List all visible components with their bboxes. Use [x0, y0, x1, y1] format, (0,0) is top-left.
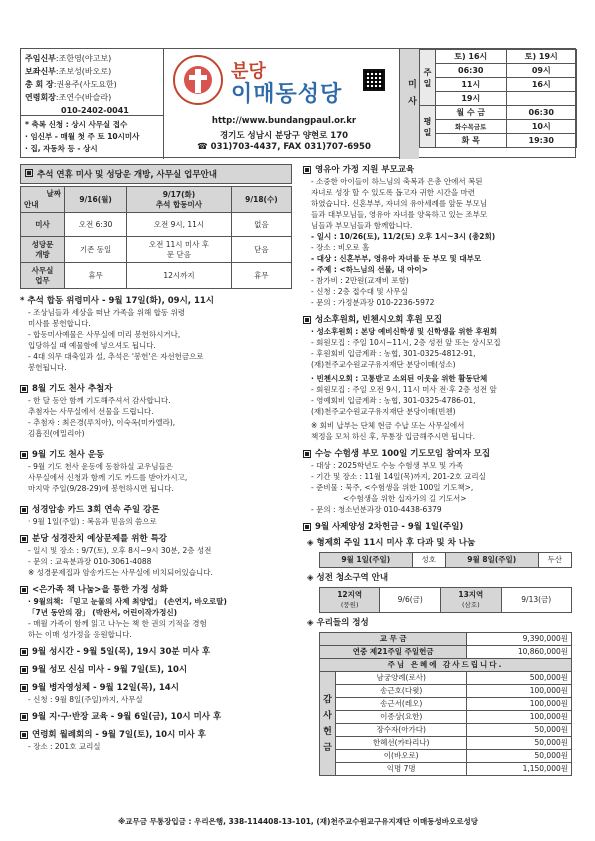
section-bullet-icon	[20, 666, 28, 674]
fellowship-heading: ◈ 형제회 주일 11시 미사 후 다과 및 차 나눔	[307, 538, 476, 548]
section-heading: <은가족 책 나눔>을 통한 가정 성화	[20, 584, 292, 596]
section-heading: 9월 성시간 - 9월 5일(목), 19시 30분 미사 후	[20, 646, 292, 658]
address: 경기도 성남시 분당구 양현로 170	[219, 131, 349, 141]
section-bullet-icon	[20, 731, 28, 739]
staff-list	[25, 52, 161, 117]
donation-table: 교 무 금 9,390,000원 연중 제21주일 주일헌금 10,860,000원 주님 은혜에 감사드립니다. 감 사 헌 금 남궁양례(로사) 500,000원 송근호(다윗) 100,000원 송근서(레오) 100,000원 이종상(요한) 100,000원 장수자(아가다) 50,000원 한혜선(카타리나) 50,000원 이(바오로) 50,000원 익명 7명 1,150,000원	[319, 632, 572, 776]
section-bullet-icon	[303, 316, 311, 324]
section-bullet-icon	[20, 451, 28, 459]
brand-top: 분당	[231, 61, 266, 82]
section-heading: * 추석 합동 위령미사 - 9월 17일(화), 09시, 11시	[20, 296, 215, 306]
section-heading: 9월 지·구·반장 교육 - 9월 6일(금), 10시 미사 후	[20, 711, 292, 723]
bulletin-header	[20, 48, 576, 158]
section-heading: 8월 기도 천사 추첨자	[20, 383, 292, 395]
right-column: 영유아 가정 지원 부모교육 - 소중한 아이들이 하느님의 축복과 은총 안에서 복된 자녀로 성장 할 수 있도록 돕고자 귀한 시간을 마련 하였습니다. 신혼부부, 자녀의 유아세례를 앞둔 부모님 들과 대부모님들, 영유아 자녀를 양육하고 있는 조부모 님들과 부모님들과 함께합니다. - 일시 : 10/26(토), 11/2(토) 오후 1시~3시 (총2회) - 장소 : 비오로 홀 - 대상 : 신혼부부, 영유아 자녀를 둔 부모 및 대부모 - 주제 : <하느님의 선물, 내 아이> - 참가비 : 2만원(교재비 포함) - 신청 : 2층 접수대 및 사무실 - 문의 : 가정분과장 010-2236-5972 성소후원회, 빈첸시오회 후원 모집 · 성소후원회 : 본당 예비신학생 및 신학생을 위한 후원회 - 회원모집 : 주일 10시~11시, 2층 성전 앞 또는 상시모집 - 후원회비 입금계좌 : 농협, 301-0325-4812-91, (재)천주교수원교구유지재단 분당이매(성소) · 빈첸시오회 : 고통받고 소외된 이웃을 위한 활동단체 - 회원모집 : 주일 오전 9시, 11시 미사 전·후 2층 성전 앞 - 영예회비 입금계좌 : 농협, 301-0325-4786-01, (재)천주교수원교구유지재단 분당이매(빈첸) ※ 회비 납부는 단체 현금 수납 또는 사무실에서 책정을 모처 하신 후, 무통장 입금해주시면 됩니다. 수능 수험생 부모 100일 기도모임 참여자 모집 - 대상 : 2025학년도 수능 수험생 부모 및 가족 - 기간 및 장소 : 11월 14일(목)까지, 201-2호 교리실 - 준비물 : 묵주, <수험생을 위한 100일 기도책>, <수험생을 위한 십자가의 길 기도서> - 문의 : 청소년분과장 010-4438-6379 9월 사제양성 2차헌금 - 9월 1일(주일) ◈ 형제회 주일 11시 미사 후 다과 및 차 나눔 9월 1일(주일) 성호 9월 8일(주일) 두산 ◈ 성전 청소구역 안내 12지역 (풍원) 9/6(금) 13지역 (삼호) 9/13(금) ◈ 우리들의 정성 교 무 금 9,390,000원 연중 제21주일 주일헌금 10,860,000원 주님 은혜에 감사드립니다. 감 사 헌 금 남궁양례(로사) 500,000원 송근호(다윗) 100,000원 송근서(레오) 100,000원 이종상(요한) 100,000원 장수자(아가다) 50,000원 한혜선(카타리나) 50,000원 이(바오로) 50,000원 익명 7명 1,150,000원	[303, 164, 576, 776]
mass-schedule	[399, 49, 577, 159]
chuseok-title: 추석 연휴 미사 및 성당운 개방, 사무실 업무안내	[20, 164, 292, 184]
gratitude-label: 감 사 헌 금	[320, 672, 336, 776]
section-bullet-icon	[20, 648, 28, 656]
section-heading: 연령회 월례회의 - 9월 7일(토), 10시 미사 후	[20, 729, 292, 741]
staff-row: 총 회 장 : 권용주(사도요한)	[25, 80, 117, 89]
phone-number: 010-2402-0041	[61, 106, 129, 115]
qr-code-icon[interactable]	[363, 69, 385, 91]
website-link[interactable]: http://www.bundangpaul.or.kr	[211, 116, 357, 126]
section-heading: 9월 기도 천사 운동	[20, 449, 292, 461]
footer-account: ※교무금 무통장입금 : 우리은행, 338-114408-13-101, (재)천주교수원교구유지재단 이매동성바오로성당	[118, 817, 478, 826]
section-bullet-icon	[20, 586, 28, 594]
section-heading: 분당 성경잔치 예상문제를 위한 특강	[20, 533, 292, 545]
section-heading: 성경암송 카드 3회 연속 주일 강론	[20, 504, 292, 516]
bulletin-page	[20, 48, 576, 828]
cleaning-heading: ◈ 성전 청소구역 안내	[307, 573, 389, 583]
mass-table: 주 일 토) 16시 토) 19시 06:30 09시 11시 16시 19시 평 일 월 수 금 06:30 화수목금토 10시 화 목 19:30	[419, 49, 577, 148]
hapdong-text: - 조상님들과 세상을 떠난 가족을 위해 합동 위령 미사를 봉헌합니다. - 합동미사예물은 사무실에 미리 봉헌하시거나, 입당하실 때 예물함에 넣으셔도 됩니다. - 4대 의무 대축일과 설, 추석은 '봉헌'은 자선헌금으로 봉헌됩니다.	[28, 308, 204, 372]
left-column: 추석 연휴 미사 및 성당운 개방, 사무실 업무안내 날짜 안내 9/16(월) 9/17(화) 추석 합동미사 9/18(수) 미사 오전 6:30 오전 9시, 11시 없음 성당문 개방 기존 동일 오전 11시 미사 후 문 닫음 닫음 사무실 업무 휴무 12시까지 휴무 * 추석 합동 위령미사 - 9월 17일(화), 09시, 11시 - 조상님들과 세상을 떠난 가족을 위해 합동 위령 미사를 봉헌합니다. - 합동미사예물은 사무실에 미리 봉헌하시거나, 입당하실 때 예물함에 넣으셔도 됩니다. - 4대 의무 대축일과 설, 추석은 '봉헌'은 자선헌금으로 봉헌됩니다. 8월 기도 천사 추첨자 - 한 달 동안 함께 기도해주셔서 감사합니다. 추첨자는 사무실에서 선물을 드립니다. - 추첨자 : 최은경(루치아), 이숙옥(미카엘라), 김흡진(에밀리아) 9월 기도 천사 운동 - 9월 기도 천사 운동에 동참하실 교우님들은 사무실에서 신청과 함께 기도 카드를 받아가시고, 마지막 주일(9/28-29)에 봉헌하시면 됩니다. 성경암송 카드 3회 연속 주일 강론 · 9월 1일(주일) : 복음과 믿음의 씀으로 분당 성경잔치 예상문제를 위한 특강 - 일시 및 장소 : 9/7(토), 오후 8시~9시 30분, 2층 성전 - 문의 : 교육분과장 010-3061-4088 ※ 성경문제집과 암송카드는 사무실에 비치되어있습니다. <은가족 책 나눔>을 통한 가정 성화 · 9월의책: 「믿고 눈물의 사제 최양업」 (손연지, 바오로딸) 「7년 동안의 잠」 (박완서, 어린이작가정신) - 매월 가족이 함께 읽고 나누는 책 한 권의 기적을 경험 하는 이매 성가정을 응원합니다. 9월 성시간 - 9월 5일(목), 19시 30분 미사 후 9월 성모 신심 미사 - 9월 7일(토), 10시 9월 병자영성체 - 9월 12일(목), 14시 - 신청 : 9월 8일(주일)까지, 사무실 9월 지·구·반장 교육 - 9월 6일(금), 10시 미사 후 연령회 월례회의 - 9월 7일(토), 10시 미사 후 - 장소 : 201호 교리실	[20, 164, 292, 752]
section-bullet-icon	[20, 506, 28, 514]
brand-name: 이매동성당	[231, 82, 343, 107]
section-heading: 9월 사제양성 2차헌금 - 9월 1일(주일)	[303, 521, 576, 533]
mass-sidebar: 미사	[399, 49, 419, 159]
section-bullet-icon	[20, 535, 28, 543]
chuseok-table: 날짜 안내 9/16(월) 9/17(화) 추석 합동미사 9/18(수) 미사 오전 6:30 오전 9시, 11시 없음 성당문 개방 기존 동일 오전 11시 미사 후 문 닫음 닫음 사무실 업무 휴무 12시까지 휴무	[20, 186, 292, 289]
fellowship-table: 9월 1일(주일) 성호 9월 8일(주일) 두산	[319, 552, 572, 568]
tel-fax: ☎ 031)703-4437, FAX 031)707-6950	[197, 142, 371, 152]
section-bullet-icon	[20, 385, 28, 393]
section-heading: 성소후원회, 빈첸시오회 후원 모집	[303, 314, 576, 326]
staff-row: 주임신부 : 조한영(야고보)	[25, 54, 112, 63]
section-bullet-icon	[20, 684, 28, 692]
divider	[21, 115, 163, 116]
church-emblem-icon	[173, 55, 223, 105]
blessing-notes: * 축복 신청 : 상시 사무실 접수 · 임신부 - 매월 첫 주 토 10시미사 · 집, 자동차 등 - 상시	[25, 120, 140, 153]
section-heading: 영유아 가정 지원 부모교육	[303, 164, 576, 176]
staff-row: 보좌신부 : 조보성(바오로)	[25, 67, 112, 76]
section-heading: 9월 병자영성체 - 9월 12일(목), 14시	[20, 682, 292, 694]
divider	[163, 49, 164, 159]
staff-row: 연령회장 : 조연수(바슬라)	[25, 93, 112, 102]
section-bullet-icon	[303, 166, 311, 174]
donation-heading: ◈ 우리들의 정성	[307, 618, 369, 628]
section-bullet-icon	[303, 450, 311, 458]
cleaning-table: 12지역 (풍원) 9/6(금) 13지역 (삼호) 9/13(금)	[319, 587, 572, 613]
section-heading: 9월 성모 신심 미사 - 9월 7일(토), 10시	[20, 664, 292, 676]
section-bullet-icon	[303, 523, 311, 531]
section-bullet-icon	[20, 713, 28, 721]
section-heading: 수능 수험생 부모 100일 기도모임 참여자 모집	[303, 448, 576, 460]
church-logo	[169, 53, 389, 111]
